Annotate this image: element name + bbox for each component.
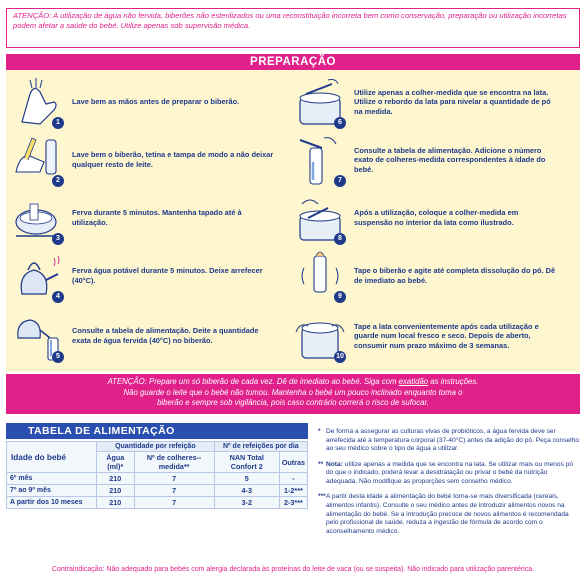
cell-others: - [279,473,307,485]
step-9 [292,248,558,304]
footnote-water [318,428,580,454]
step-8 [292,190,558,246]
table-row [7,485,308,497]
scoop-leveling-icon [292,74,348,130]
hands-washing-icon [10,74,66,130]
preparation-steps [6,70,580,372]
preparation-title: PREPARAÇÃO [6,54,580,70]
bottle-washing-icon [10,132,66,188]
adding-powder-icon [292,132,348,188]
footnote-body [326,461,580,487]
step-7 [292,132,558,188]
col-age-header: Idade do bebé [7,442,97,473]
group-meals-header: Nº de refeições por dia [214,442,307,452]
warning-line-1 [6,377,580,388]
cell-water: 210 [97,473,135,485]
warning-top: ATENÇÃO: A utilização de água não fervida, biberões não esterilizados ou uma reconstituição incorreta bem como conservação, preparação ou utilização incorretas podem afetar a saúde do bebé. Utilize apenas sob supervisão médica. [6,8,580,48]
feeding-table [6,441,308,509]
step-5 [10,308,276,364]
col-scoops-header: Nº de colheres--medida** [134,452,214,473]
warning-line-3: biberão e sempre sob vigilância, pois caso contrário correrá o risco de sufocar. [157,398,429,408]
cell-age: 6º mês [7,473,97,485]
footnote-marker: * [318,428,321,435]
contraindication: Contraindicação: Não adequado para bebés com alergia declarada às proteínas do leite de vaca (ou se suspeita). Não indicado para utilização parentérica. [51,566,535,573]
step-text: Consulte a tabela de alimentação. Deite a quantidade exata de água fervida (40°C) no biberão. [72,326,259,345]
step-text: Tape a lata convenientemente após cada utilização e guarde num local fresco e seco. Depois de aberto, consumir num prazo máximo de 3 semanas. [354,321,539,350]
step-number: 8 [334,233,346,245]
step-text: Consulte a tabela de alimentação. Adicione o número exato de colheres-medida correspondentes à idade do bebé. [354,145,546,174]
step-number: 4 [52,291,64,303]
step-4 [10,248,276,304]
cell-others: 1-2*** [279,485,307,497]
step-text: Ferva durante 5 minutos. Mantenha tapado até à utilização. [72,208,242,227]
step-number: 5 [52,351,64,363]
pouring-water-icon [10,308,66,364]
step-6 [292,74,558,130]
warning-line-2: Não guarde o leite que o bebé não tomou. Mantenha o bebé um pouco inclinado enquanto toma o [123,387,463,397]
cell-water: 210 [97,485,135,497]
scoop-in-can-icon [292,190,348,246]
step-text: Após a utilização, coloque a colher-medida em suspensão no interior da lata como ilustrado. [354,208,519,227]
step-3 [10,190,276,246]
step-text: Utilize apenas a colher-medida que se encontra na lata. Utilize o rebordo da lata para nivelar a quantidade de pó na medida. [354,87,551,116]
cell-others: 2-3*** [279,497,307,509]
footnote-text: A partir desta idade a alimentação do bebé torna-se mais diversificada (cereais, alimentos infantis). Consulte o seu médico antes de introduzir alimentos novos na alimentação do bebé. Se a introdução precoce de novos alimentos é recomendada pelo profissional de saúde, reduza a ingestão de fórmula de acordo com o aconselhamento médico. [326,493,569,535]
step-number: 3 [52,233,64,245]
cell-nan: 4-3 [214,485,279,497]
footnote-marker: ** [318,460,324,468]
footnotes [318,428,580,543]
closing-can-icon [292,308,348,364]
footnote-marker: *** [318,493,326,501]
boiling-pot-icon [10,190,66,246]
cell-scoops: 7 [134,473,214,485]
cell-nan: 5 [214,473,279,485]
warning-text: ATENÇÃO: Prepare um só biberão de cada vez. Dê de imediato ao bebé. Siga com [107,377,399,386]
warning-preparation [6,374,580,414]
footnote-scoop [318,461,580,487]
step-text: Lave bem o biberão, tetina e tampa de modo a não deixar qualquer resto de leite. [72,150,274,169]
feeding-table-title: TABELA DE ALIMENTAÇÃO [6,423,308,439]
step-1 [10,74,276,130]
shaking-bottle-icon [292,248,348,304]
step-10 [292,308,558,364]
footnote-text: De forma a assegurar as culturas vivas de probióticos, a água fervida deve ser arrefecida até à temperatura corporal (37-40°C) antes da adição do pó. Peça conselho ao seu médico sobre o tipo de água a utilizar. [326,428,579,453]
step-text: Lave bem as mãos antes de preparar o biberão. [72,97,240,107]
footnote-diet [318,493,580,536]
step-text: Tape o biberão e agite até completa dissolução do pó. Dê de imediato ao bebé. [354,266,556,285]
col-others-header: Outras [279,452,307,473]
cell-age: A partir dos 10 meses [7,497,97,509]
cell-scoops: 7 [134,497,214,509]
step-number: 10 [334,351,346,363]
step-text: Ferva água potável durante 5 minutos. Deixe arrefecer (40°C). [72,266,263,285]
cell-water: 210 [97,497,135,509]
table-row [7,473,308,485]
footnote-label: Nota: [326,460,343,468]
step-number: 2 [52,175,64,187]
cell-nan: 3-2 [214,497,279,509]
kettle-icon [10,248,66,304]
step-number: 9 [334,291,346,303]
col-water-header: Água (ml)* [97,452,135,473]
step-number: 1 [52,117,64,129]
cell-scoops: 7 [134,485,214,497]
col-nan-header: NAN Total Confort 2 [214,452,279,473]
group-quantity-header: Quantidade por refeição [97,442,215,452]
cell-age: 7º ao 9º mês [7,485,97,497]
footnote-text: utilize apenas a medida que se encontra na lata. Se utilizar mais ou menos pó do que o indicado, poderá levar a desidratação ou privar o bebé da nutrição adequada. Não modifique as proporções sem conselho médico. [326,460,574,485]
step-2 [10,132,276,188]
warning-emphasis: exatidão [398,377,429,386]
step-number: 6 [334,117,346,129]
warning-text: as instruções. [428,377,479,386]
step-number: 7 [334,175,346,187]
table-row [7,497,308,509]
